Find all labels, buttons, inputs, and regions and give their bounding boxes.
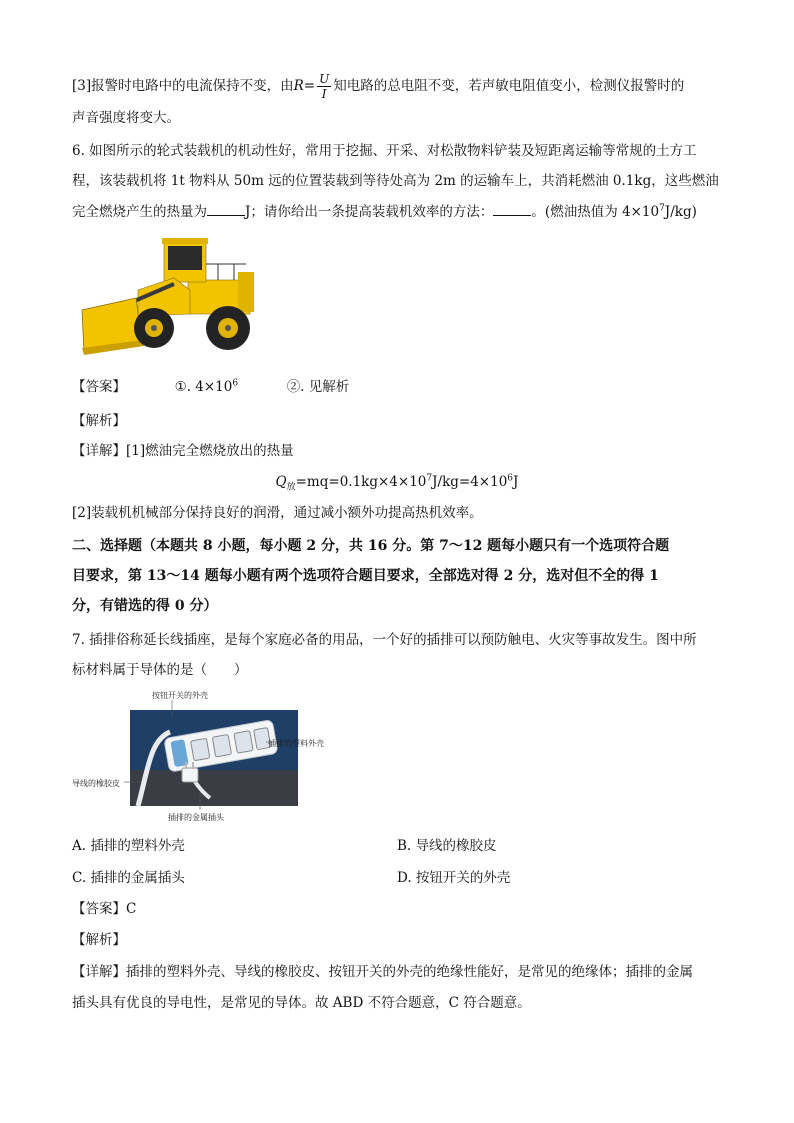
answer-blank-2 xyxy=(493,201,531,216)
label-plastic-shell: 插排的塑料外壳 xyxy=(268,739,324,748)
q6-detail-2: [2]装载机机械部分保持良好的润滑，通过减小额外功提高热机效率。 xyxy=(72,505,483,521)
answer-blank-1 xyxy=(207,201,245,216)
option-b: B. 导线的橡胶皮 xyxy=(397,838,497,854)
q6-detail-1: 【详解】[1]燃油完全燃烧放出的热量 xyxy=(72,443,294,459)
label-button-shell: 按钮开关的外壳 xyxy=(152,691,208,700)
option-a: A. 插排的塑料外壳 xyxy=(72,838,185,854)
section-2-heading-line-1: 二、选择题（本题共 8 小题，每小题 2 分，共 16 分。第 7～12 题每小题只有一个选项符合题 xyxy=(72,538,670,554)
option-d: D. 按钮开关的外壳 xyxy=(397,870,511,886)
power-strip-figure xyxy=(72,688,332,824)
q6-line-1: 6. 如图所示的轮式装载机的机动性好，常用于挖掘、开采、对松散物料铲装及短距离运输等常规的土方工 xyxy=(72,143,697,159)
label-leader-lines xyxy=(72,688,332,824)
q6-line-2: 程，该装载机将 1t 物料从 50m 远的位置装载到等待处高为 2m 的运输车上，共消耗燃油 0.1kg，这些燃油 xyxy=(72,173,719,189)
section-2-heading-line-3: 分，有错选的得 0 分） xyxy=(72,598,218,614)
q7-line-2: 标材料属于导体的是（ ） xyxy=(72,662,248,678)
formula-fraction: $\frac{U}{I}$ xyxy=(319,72,330,101)
q7-analysis-tag: 【解析】 xyxy=(72,932,126,948)
section-2-heading-line-2: 目要求，第 13～14 题每小题有两个选项符合题目要求，全部选对得 2 分，选对但不全的得 1 xyxy=(72,568,659,584)
option-c: C. 插排的金属插头 xyxy=(72,870,185,886)
q5-line-1: [3]报警时电路中的电流保持不变，由R= $\frac{U}{I}$ 知电路的总电阻不变，若声敏电阻值变小，检测仪报警时的 xyxy=(72,72,685,101)
label-metal-plug: 插排的金属插头 xyxy=(168,813,224,822)
q7-detail-1: 【详解】插排的塑料外壳、导线的橡胶皮、按钮开关的外壳的绝缘性能好，是常见的绝缘体；插排的金属 xyxy=(72,964,693,980)
wheel-loader-image xyxy=(78,228,268,360)
q7-line-1: 7. 插排俗称延长线插座，是每个家庭必备的用品，一个好的插排可以预防触电、火灾等事故发生。图中所 xyxy=(72,632,697,648)
q6-equation: $Q_放=mq=0.1kg\times 4\times 10^7J/kg=4\times 10^6J$ xyxy=(275,473,519,493)
q7-detail-2: 插头具有优良的导电性，是常见的导体。故 ABD 不符合题意，C 符合题意。 xyxy=(72,995,531,1011)
q6-analysis-tag: 【解析】 xyxy=(72,413,126,429)
q6-line-3: 完全燃烧产生的热量为 J；请你给出一条提高装载机效率的方法： 。(燃油热值为 $4\times 10^7J/kg$) xyxy=(72,201,722,222)
q7-answer: 【答案】C xyxy=(72,901,137,917)
label-rubber-sheath: 导线的橡胶皮 xyxy=(72,779,120,788)
answer-tag: 【答案】 xyxy=(72,379,126,395)
q6-answer-line: 【答案】 ①. $4\times 10^6$ ②. 见解析 xyxy=(72,378,350,395)
q5-line-2: 声音强度将变大。 xyxy=(72,110,180,126)
